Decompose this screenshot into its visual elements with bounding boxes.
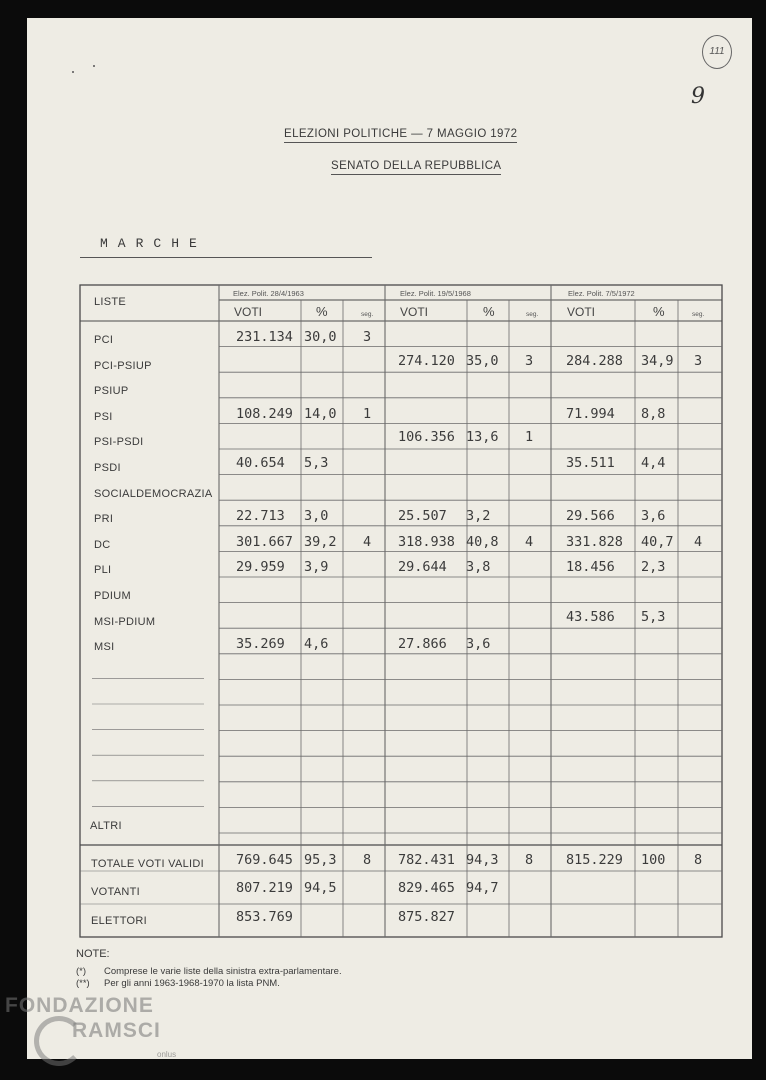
row-lista-label: PLI [94, 564, 112, 577]
note-text-1: Comprese le varie liste della sinistra extra-parlamentare. [104, 966, 342, 977]
cell-v63: 22.713 [236, 508, 285, 525]
cell-s72: 4 [694, 533, 703, 550]
row-lista-label: MSI [94, 641, 115, 654]
cell-v63: 231.134 [236, 329, 293, 345]
cell-p63: 3,0 [304, 508, 329, 525]
cell-v63: 29.959 [236, 559, 285, 576]
cell-s63: 1 [363, 405, 372, 422]
total-cell-v68: 782.431 [398, 852, 455, 868]
row-lista-label: PSI-PSDI [94, 436, 144, 449]
total-cell-p63: 94,5 [304, 880, 337, 896]
cell-p63: 4,6 [304, 636, 329, 653]
total-cell-v63: 853.769 [236, 909, 293, 925]
total-cell-v63: 769.645 [236, 852, 293, 868]
row-lista-label: PSIUP [94, 385, 129, 398]
cell-p72: 4,4 [641, 455, 666, 471]
row-lista-label: PRI [94, 513, 114, 526]
cell-p72: 34,9 [641, 352, 674, 369]
cell-s63: 3 [363, 329, 372, 345]
cell-v72: 284.288 [566, 352, 623, 369]
row-lista-label: PCI-PSIUP [94, 359, 152, 372]
total-row-label: ELETTORI [91, 915, 147, 927]
voti-header-1968: VOTI [400, 305, 429, 319]
total-row-label: TOTALE VOTI VALIDI [91, 858, 204, 870]
cell-s63: 4 [363, 533, 372, 550]
total-cell-p72: 100 [641, 852, 666, 868]
cell-p63: 3,9 [304, 559, 329, 576]
total-cell-s63: 8 [363, 852, 372, 868]
row-lista-label: PSI [94, 410, 113, 423]
cell-v68: 106.356 [398, 429, 455, 446]
cell-v72: 35.511 [566, 455, 615, 471]
cell-p68: 13,6 [466, 429, 499, 446]
cell-v68: 27.866 [398, 636, 447, 653]
cell-v72: 71.994 [566, 405, 615, 422]
voti-header-1963: VOTI [234, 305, 263, 319]
cell-p68: 40,8 [466, 533, 499, 550]
pct-header-1972: % [653, 304, 665, 319]
cell-v63: 301.667 [236, 533, 293, 550]
cell-v68: 29.644 [398, 559, 447, 576]
cell-v63: 108.249 [236, 405, 293, 422]
cell-v68: 25.507 [398, 508, 447, 525]
altri-label: ALTRI [90, 820, 122, 832]
row-lista-label: DC [94, 538, 111, 551]
seg-header-1972: seg. [692, 311, 705, 318]
pct-header-1963: % [316, 304, 328, 319]
row-lista-label: MSI-PDIUM [94, 615, 156, 628]
archive-stamp: 111 [702, 35, 732, 69]
total-row-label: VOTANTI [91, 886, 140, 898]
seg-header-1968: seg. [526, 311, 539, 318]
cell-p72: 3,6 [641, 508, 666, 525]
note-mark-1: (*) [76, 966, 87, 977]
election-1972-header: Elez. Polit. 7/5/1972 [568, 289, 635, 298]
note-mark-2: (**) [76, 978, 90, 989]
cell-s68: 3 [525, 352, 534, 369]
cell-p63: 30,0 [304, 329, 337, 345]
election-1968-header: Elez. Polit. 19/5/1968 [400, 289, 471, 298]
cell-p72: 40,7 [641, 533, 674, 550]
cell-v68: 274.120 [398, 352, 455, 369]
cell-p63: 5,3 [304, 455, 329, 471]
cell-p68: 35,0 [466, 352, 499, 369]
seg-header-1963: seg. [361, 311, 374, 318]
cell-s68: 1 [525, 429, 534, 446]
liste-header: LISTE [94, 296, 127, 308]
cell-p63: 14,0 [304, 405, 337, 422]
cell-p68: 3,8 [466, 559, 491, 576]
total-cell-p63: 95,3 [304, 852, 337, 868]
notes-heading: NOTE: [76, 948, 110, 960]
watermark-line1: FONDAZIONE [5, 994, 154, 1017]
total-cell-v63: 807.219 [236, 880, 293, 896]
region-name: MARCHE [100, 236, 207, 251]
watermark-line3: onlus [157, 1050, 177, 1059]
cell-v72: 18.456 [566, 559, 615, 576]
page-number: 9 [691, 84, 705, 109]
document-title: ELEZIONI POLITICHE — 7 MAGGIO 1972 [284, 128, 517, 143]
cell-p72: 2,3 [641, 559, 666, 576]
total-cell-p68: 94,3 [466, 852, 499, 868]
cell-p68: 3,2 [466, 508, 491, 525]
cell-s72: 3 [694, 352, 703, 369]
row-lista-label: PCI [94, 334, 114, 346]
election-1963-header: Elez. Polit. 28/4/1963 [233, 289, 304, 298]
total-cell-v68: 829.465 [398, 880, 455, 896]
note-text-2: Per gli anni 1963-1968-1970 la lista PNM. [104, 978, 280, 989]
total-cell-s68: 8 [525, 852, 534, 868]
cell-v72: 29.566 [566, 508, 615, 525]
cell-v72: 43.586 [566, 608, 615, 625]
cell-v72: 331.828 [566, 533, 623, 550]
cell-v63: 40.654 [236, 455, 285, 471]
total-cell-v68: 875.827 [398, 909, 455, 925]
row-lista-label: PDIUM [94, 590, 131, 602]
watermark-line2: RAMSCI [72, 1019, 161, 1042]
cell-s68: 4 [525, 533, 534, 550]
cell-p68: 3,6 [466, 636, 491, 653]
cell-p63: 39,2 [304, 533, 337, 550]
row-lista-label: SOCIALDEMOCRAZIA [94, 487, 213, 500]
cell-p72: 5,3 [641, 608, 666, 625]
voti-header-1972: VOTI [567, 305, 596, 319]
total-cell-s72: 8 [694, 852, 703, 868]
cell-p72: 8,8 [641, 405, 666, 422]
cell-v68: 318.938 [398, 533, 455, 550]
total-cell-p68: 94,7 [466, 880, 499, 896]
cell-v63: 35.269 [236, 636, 285, 653]
pct-header-1968: % [483, 304, 495, 319]
row-lista-label: PSDI [94, 462, 121, 474]
document-subtitle: SENATO DELLA REPUBBLICA [331, 160, 501, 175]
total-cell-v72: 815.229 [566, 852, 623, 868]
